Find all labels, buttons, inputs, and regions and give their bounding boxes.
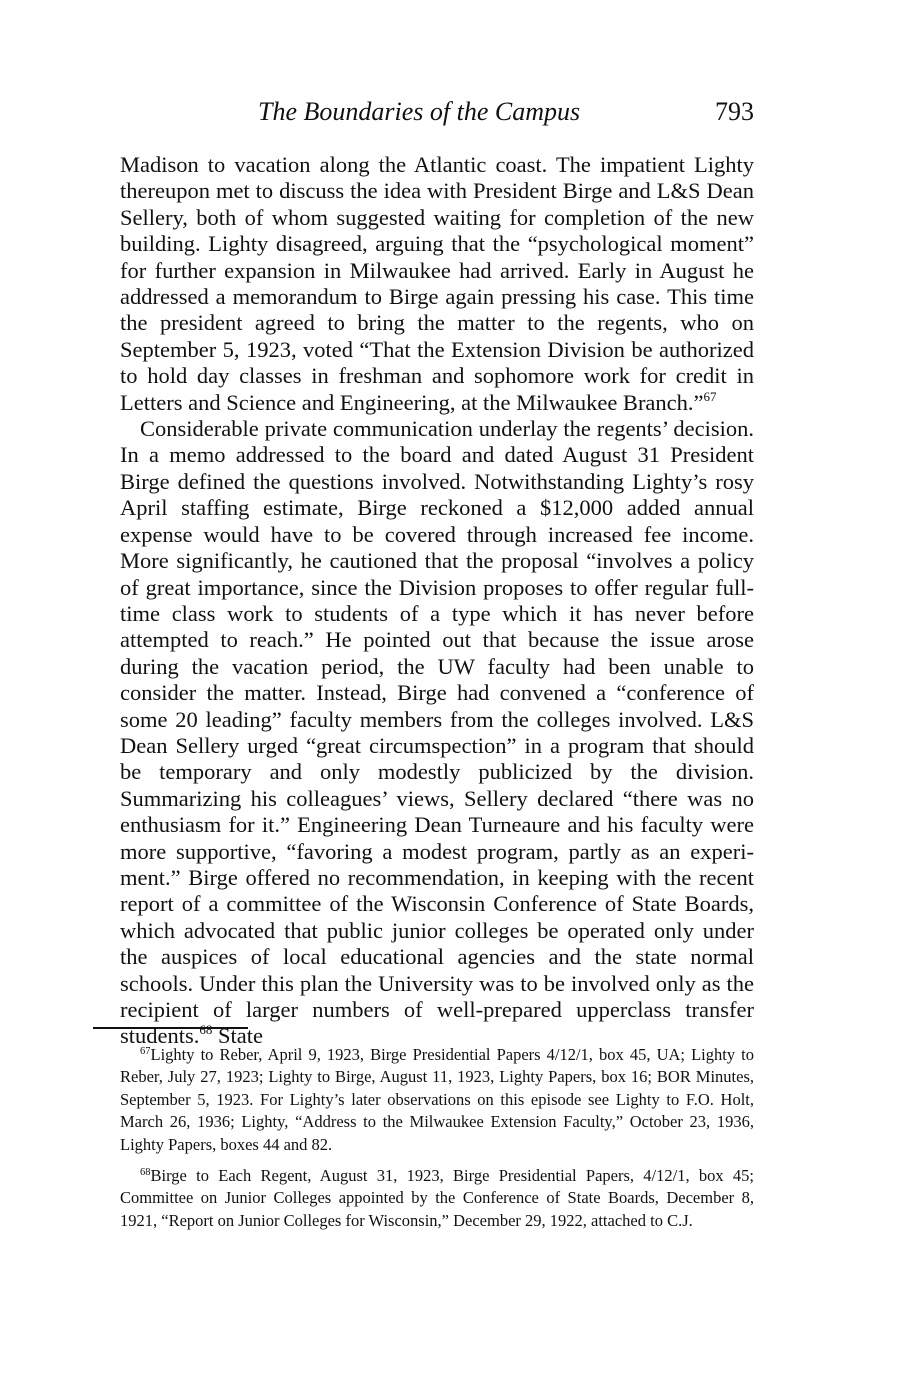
footnotes <box>120 1044 754 1241</box>
paragraph-2 <box>120 416 754 1050</box>
footnote-separator <box>93 1027 248 1029</box>
page-number: 793 <box>715 97 754 126</box>
paragraph-1 <box>120 152 754 416</box>
footnote-text: Lighty to Reber, April 9, 1923, Birge Presidential Papers 4/12/1, box 45, UA; Lighty to Reber, July 27, 1923; Lighty to Birge, August 11, 1923, Lighty Papers, box 16; BOR Minutes, September 5, 1923. For Lighty’s later observations on this episode see Lighty to F.O. Holt, March 26, 1936; Lighty, “Address to the Milwaukee Extension Faculty,” October 23, 1936, Lighty Papers, boxes 44 and 82. <box>120 1045 754 1154</box>
paragraph-2-tail: State <box>212 1023 264 1049</box>
footnote-text: Birge to Each Regent, August 31, 1923, Birge Presidential Papers, 4/12/1, box 45; Committee on Junior Colleges appointed by the Conference of State Boards, December 8, 1921, “Report on Junior Colleges for Wisconsin,” December 29, 1922, attached to C.J. <box>120 1166 754 1230</box>
paragraph-1-text: Madison to vacation along the Atlantic coast. The impatient Lighty thereupon met to discuss the idea with President Birge and L&S Dean Sellery, both of whom suggested waiting for completion of the new building. Lighty disagreed, arguing that the “psychological moment” for further expansion in Milwaukee had arrived. Early in August he addressed a memorandum to Birge again pressing his case. This time the president agreed to bring the matter to the regents, who on September 5, 1923, voted “That the Extension Division be authorized to hold day classes in freshman and sophomore work for credit in Letters and Science and Engineering, at the Milwaukee Branch.” <box>120 152 754 415</box>
footnote-number: 68 <box>140 1167 151 1179</box>
footnote-68 <box>120 1165 754 1232</box>
running-head <box>120 94 754 130</box>
footnote-67 <box>120 1044 754 1156</box>
footnote-ref-67: 67 <box>703 388 717 404</box>
footnote-ref-68: 68 <box>199 1022 213 1038</box>
body-text <box>120 152 754 1050</box>
footnote-number: 67 <box>140 1046 151 1057</box>
running-title: The Boundaries of the Campus <box>258 97 581 126</box>
paragraph-2-text: Considerable private communication underlay the regents’ decision. In a memo addressed to the board and dated August 31 President Birge defined the questions involved. Notwithstanding Lighty’s rosy April staffing estimate, Birge reckoned a $12,000 added annual expense would have to be covered through increased fee income. More significantly, he cautioned that the proposal “involves a policy of great importance, since the Division proposes to offer regular full-time class work to students of a type which it has never before attempted to reach.” He pointed out that because the issue arose during the vacation period, the UW faculty had been unable to consider the matter. Instead, Birge had convened a “conference of some 20 leading” faculty members from the colleges involved. L&S Dean Sellery urged “great circumspection” in a program that should be temporary and only modestly publicized by the division. Summarizing his colleagues’ views, Sellery declared “there was no enthusiasm for it.” Engineering Dean Turneaure and his faculty were more supportive, “favoring a modest program, partly as an experiment.” Birge offered no recommendation, in keeping with the recent report of a committee of the Wisconsin Conference of State Boards, which advocated that public junior colleges be operated only under the auspices of local educational agencies and the state normal schools. Under this plan the University was to be involved only as the recipient of larger numbers of well-prepared upperclass transfer students. <box>120 416 754 1049</box>
